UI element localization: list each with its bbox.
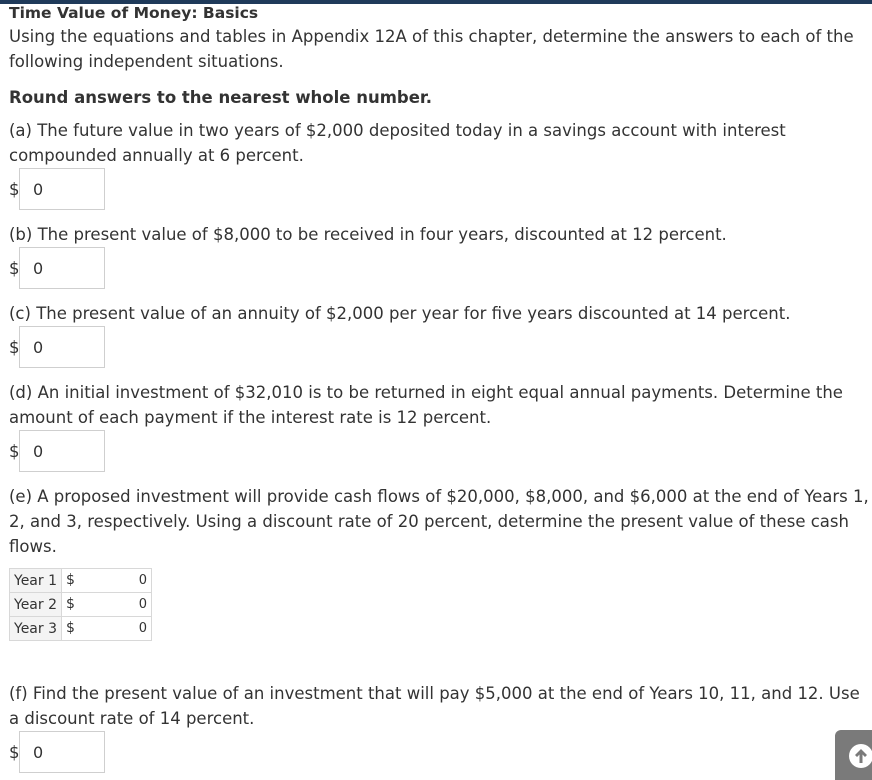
question-b-text: (b) The present value of $8,000 to be received in four years, discounted at 12 percent.: [9, 225, 727, 244]
dollar-sign: $: [9, 742, 20, 762]
dollar-sign: $: [9, 258, 20, 278]
page-title: Time Value of Money: Basics: [9, 4, 259, 22]
dollar-sign: $: [9, 179, 20, 199]
year-label: Year 1: [10, 569, 62, 593]
answer-f-input[interactable]: [19, 731, 105, 773]
year-1-input[interactable]: [62, 569, 151, 592]
cash-flow-table: [9, 568, 152, 641]
year-label: Year 3: [10, 617, 62, 641]
answer-d-row: [9, 430, 869, 472]
question-f-text: (f) Find the present value of an investment that will pay $5,000 at the end of Years 10, 11, and 12. Use a discount rate of 14 percent.: [9, 684, 860, 728]
table-row: [10, 617, 152, 641]
answer-c-row: [9, 326, 869, 368]
answer-c-input[interactable]: [19, 326, 105, 368]
problem-content: [9, 4, 869, 773]
scroll-to-top-button[interactable]: [835, 730, 872, 780]
answer-b-input[interactable]: [19, 247, 105, 289]
year-label: Year 2: [10, 593, 62, 617]
year-1-cell: [62, 569, 152, 593]
year-2-cell: [62, 593, 152, 617]
answer-a-row: [9, 168, 869, 210]
answer-f-row: [9, 731, 869, 773]
arrow-up-icon: [849, 744, 872, 768]
table-row: [10, 593, 152, 617]
answer-d-input[interactable]: [19, 430, 105, 472]
question-a-text: (a) The future value in two years of $2,000 deposited today in a savings account with interest compounded annually at 6 percent.: [9, 121, 786, 165]
dollar-sign: $: [66, 572, 75, 588]
year-2-input[interactable]: [62, 593, 151, 616]
table-row: [10, 569, 152, 593]
question-d-text: (d) An initial investment of $32,010 is to be returned in eight equal annual payments. Determine the amount of each payment if the interest rate is 12 percent.: [9, 383, 843, 427]
dollar-sign: $: [66, 620, 75, 636]
dollar-sign: $: [9, 441, 20, 461]
question-e-text: (e) A proposed investment will provide cash flows of $20,000, $8,000, and $6,000 at the end of Years 1, 2, and 3, respectively. Using a discount rate of 20 percent, determine the present value of these cash flows.: [9, 487, 869, 556]
answer-a-input[interactable]: [19, 168, 105, 210]
round-note: Round answers to the nearest whole number.: [9, 88, 432, 107]
answer-b-row: [9, 247, 869, 289]
dollar-sign: $: [9, 337, 20, 357]
year-3-cell: [62, 617, 152, 641]
intro-text: Using the equations and tables in Appendix 12A of this chapter, determine the answers to each of the following independent situations.: [9, 27, 854, 71]
question-c-text: (c) The present value of an annuity of $2,000 per year for five years discounted at 14 percent.: [9, 304, 791, 323]
year-3-input[interactable]: [62, 617, 151, 640]
dollar-sign: $: [66, 596, 75, 612]
